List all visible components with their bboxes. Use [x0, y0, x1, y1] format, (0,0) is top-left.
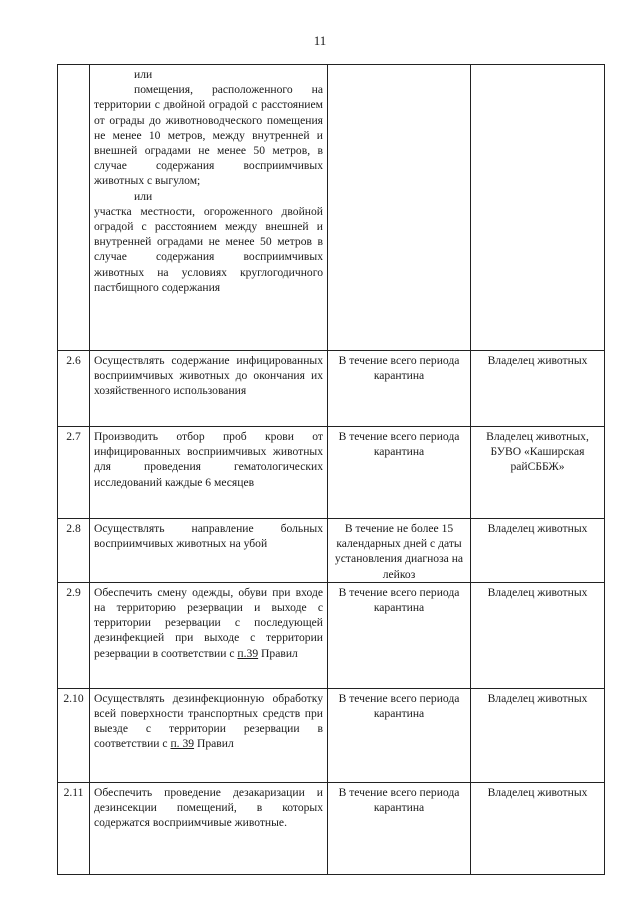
- continuation-text-cell: [90, 65, 328, 351]
- rules-reference-link[interactable]: п. 39: [170, 737, 195, 751]
- table-row: [58, 582, 605, 688]
- action-cell: Осуществлять направление больных восприимчивых животных на убой: [90, 519, 328, 583]
- table-row: [58, 427, 605, 519]
- table-row: [58, 688, 605, 782]
- continuation-line: участка местности, огороженного двойной оградой с расстоянием между внешней и внутренней оградами не менее 50 метров в случае содержания восприимчивых животных на условиях круглогодичного пастбищного содержания: [94, 204, 323, 294]
- action-cell: [90, 688, 328, 782]
- page-number: 11: [313, 33, 327, 48]
- term-cell: [328, 65, 471, 351]
- action-text: Обеспечить смену одежды, обуви при входе на территорию резервации и выходе с территории резервации с последующей дезинфекцией при выходе с территории резервации в соответствии с: [94, 585, 323, 660]
- row-number-cell: [58, 65, 90, 351]
- term-cell: В течение всего периода карантина: [328, 782, 471, 874]
- row-number-cell: 2.10: [58, 688, 90, 782]
- continuation-line: или: [134, 189, 153, 203]
- responsible-cell: Владелец животных: [471, 688, 605, 782]
- continuation-line: или: [134, 68, 153, 81]
- continuation-line: помещения, расположенного на территории с двойной оградой с расстоянием от ограды до животноводческого помещения не менее 10 метров, между внутренней и внешней оградами не менее 50 метров, в случае содержания восприимчивых животных с выгулом;: [94, 83, 323, 188]
- action-text-suffix: Правил: [194, 737, 234, 751]
- responsible-cell: Владелец животных: [471, 582, 605, 688]
- table-row-continuation: [58, 65, 605, 351]
- row-number-cell: 2.7: [58, 427, 90, 519]
- row-number-cell: 2.8: [58, 519, 90, 583]
- rules-reference-link[interactable]: п.39: [237, 646, 259, 660]
- table-row: [58, 351, 605, 427]
- row-number-cell: 2.11: [58, 782, 90, 874]
- table-row: [58, 782, 605, 874]
- term-cell: В течение всего периода карантина: [328, 688, 471, 782]
- term-cell: В течение всего периода карантина: [328, 582, 471, 688]
- term-cell: В течение всего периода карантина: [328, 427, 471, 519]
- action-text-suffix: Правил: [258, 646, 298, 660]
- table-row: [58, 519, 605, 583]
- responsible-cell: Владелец животных: [471, 351, 605, 427]
- responsible-cell: Владелец животных, БУВО «Каширская райСББЖ»: [471, 427, 605, 519]
- row-number-cell: 2.9: [58, 582, 90, 688]
- action-cell: Осуществлять содержание инфицированных восприимчивых животных до окончания их хозяйственного использования: [90, 351, 328, 427]
- row-number-cell: 2.6: [58, 351, 90, 427]
- term-cell: В течение всего периода карантина: [328, 351, 471, 427]
- responsible-cell: Владелец животных: [471, 519, 605, 583]
- measures-table: [57, 64, 605, 875]
- action-cell: Обеспечить проведение дезакаризации и дезинсекции помещений, в которых содержатся восприимчивые животные.: [90, 782, 328, 874]
- action-text: Осуществлять дезинфекционную обработку всей поверхности транспортных средств при выезде с территории резервации в соответствии с: [94, 691, 323, 751]
- action-cell: [90, 582, 328, 688]
- action-cell: Производить отбор проб крови от инфицированных восприимчивых животных для проведения гематологических исследований каждые 6 месяцев: [90, 427, 328, 519]
- responsible-cell: Владелец животных: [471, 782, 605, 874]
- responsible-cell: [471, 65, 605, 351]
- term-cell: В течение не более 15 календарных дней с даты установления диагноза на лейкоз: [328, 519, 471, 583]
